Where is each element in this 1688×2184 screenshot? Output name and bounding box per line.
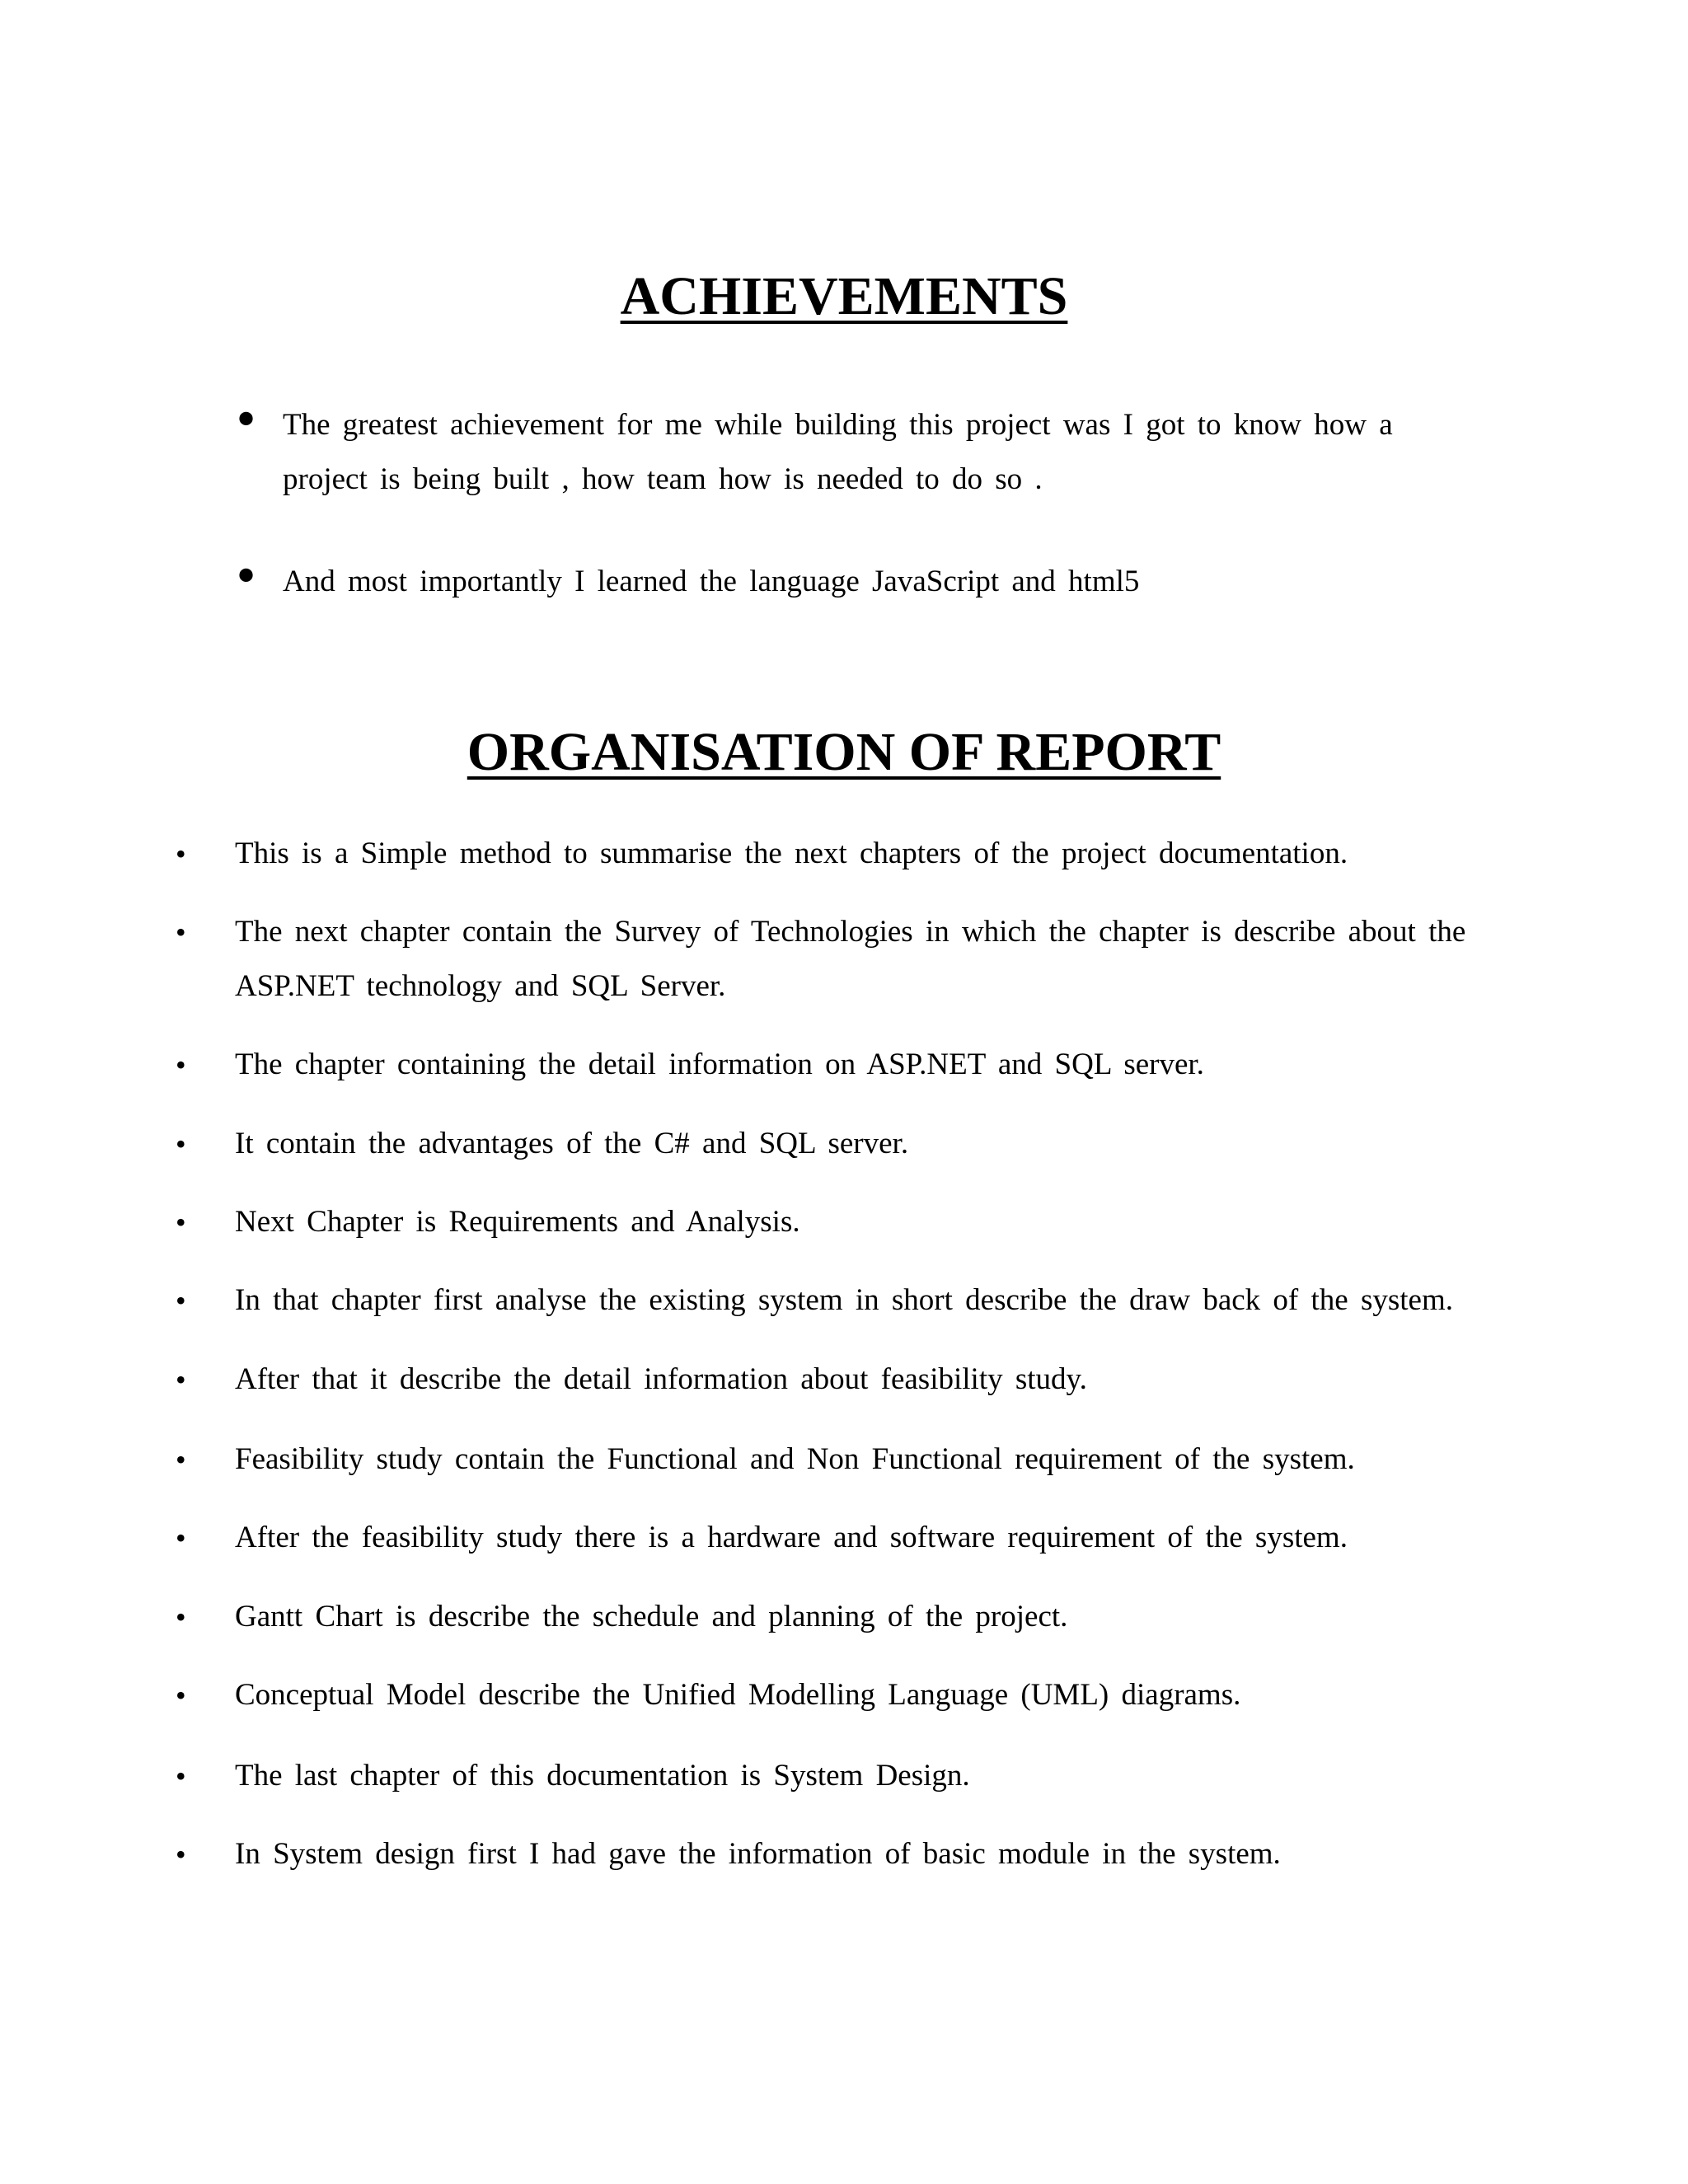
organisation-text: This is a Simple method to summarise the next chapters of the project documentation. [235, 837, 1348, 870]
bullet-icon: • [176, 1443, 186, 1476]
organisation-heading: ORGANISATION OF REPORT [467, 722, 1221, 782]
bullet-icon: • [176, 1206, 186, 1239]
bullet-icon: • [232, 551, 260, 604]
organisation-text: The last chapter of this documentation is System Design. [235, 1759, 970, 1793]
organisation-text: In System design first I had gave the information of basic module in the system. [235, 1837, 1281, 1871]
bullet-icon: • [176, 1048, 186, 1081]
bullet-icon: • [232, 394, 260, 448]
achievements-heading: ACHIEVEMENTS [620, 266, 1068, 326]
bullet-icon: • [176, 1363, 186, 1396]
bullet-icon: • [176, 1838, 186, 1871]
bullet-icon: • [176, 1127, 186, 1160]
bullet-icon: • [176, 1760, 186, 1793]
organisation-text: Gantt Chart is describe the schedule and planning of the project. [235, 1600, 1068, 1633]
bullet-icon: • [176, 837, 186, 870]
bullet-icon: • [176, 1601, 186, 1633]
organisation-text: The next chapter contain the Survey of Technologies in which the chapter is describe about the ASP.NET technology and SQL Server. [235, 915, 1466, 1003]
bullet-icon: • [176, 1679, 186, 1712]
bullet-icon: • [176, 916, 186, 949]
organisation-text: Next Chapter is Requirements and Analysis. [235, 1205, 800, 1239]
achievement-text: And most importantly I learned the language JavaScript and html5 [283, 565, 1140, 598]
bullet-icon: • [176, 1284, 186, 1317]
achievement-text: The greatest achievement for me while building this project was I got to know how a project is being built , how team how is needed to do so . [283, 408, 1393, 496]
organisation-text: In that chapter first analyse the existing system in short describe the draw back of the system. [235, 1283, 1453, 1317]
organisation-text: After the feasibility study there is a hardware and software requirement of the system. [235, 1521, 1348, 1554]
organisation-text: It contain the advantages of the C# and SQL server. [235, 1127, 909, 1160]
bullet-icon: • [176, 1521, 186, 1554]
organisation-text: After that it describe the detail information about feasibility study. [235, 1362, 1087, 1396]
organisation-text: Conceptual Model describe the Unified Modelling Language (UML) diagrams. [235, 1678, 1241, 1712]
organisation-text: The chapter containing the detail information on ASP.NET and SQL server. [235, 1047, 1204, 1081]
organisation-text: Feasibility study contain the Functional and Non Functional requirement of the system. [235, 1442, 1355, 1476]
